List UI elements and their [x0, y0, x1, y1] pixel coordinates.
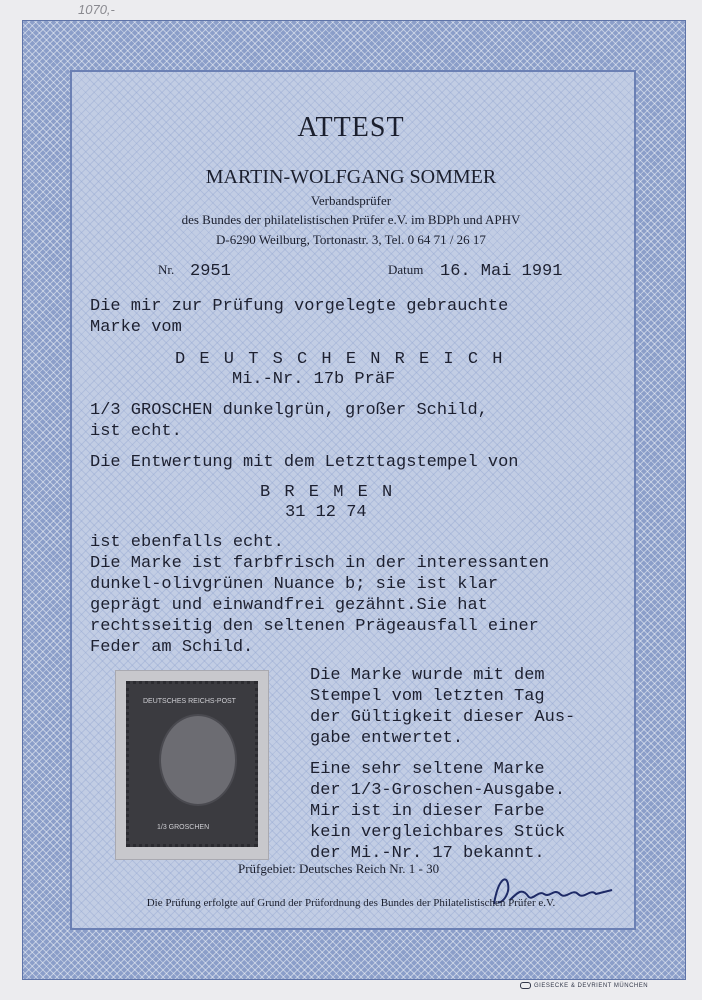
city-line: B R E M E N [260, 483, 395, 502]
text-line: rechtsseitig den seltenen Prägeausfall einer [90, 617, 539, 636]
examination-scope: Prüfgebiet: Deutsches Reich Nr. 1 - 30 [238, 861, 440, 876]
number-label: Nr. [158, 262, 175, 277]
text-line: kein vergleichbares Stück [310, 823, 566, 842]
text-line: der Gültigkeit dieser Aus- [310, 708, 576, 727]
catalog-number: Mi.-Nr. 17b PräF [232, 370, 396, 389]
examiner-role: Verbandsprüfer [310, 193, 392, 208]
text-line: Eine sehr seltene Marke [310, 760, 545, 779]
footer-text: Die Prüfung erfolgte auf Grund der Prüfordnung des Bundes der Philatelistischen Prüfer e.V. [146, 897, 556, 909]
text-line: Mir ist in dieser Farbe [310, 802, 545, 821]
text-line: Marke vom [90, 318, 182, 337]
stamp-eagle-shield [159, 714, 237, 806]
text-line: Die Marke ist farbfrisch in der interessanten [90, 554, 550, 573]
printer-logo-icon [520, 982, 531, 989]
stamp-image [126, 681, 258, 847]
text-line: der Mi.-Nr. 17 bekannt. [310, 844, 545, 863]
examiner-association: des Bundes der philatelistischen Prüfer e.V. im BDPh und APHV [181, 212, 521, 227]
stamp-photo [115, 670, 269, 860]
text-line: Stempel vom letzten Tag [310, 687, 545, 706]
certificate-date: 16. Mai 1991 [440, 262, 563, 281]
stamp-bottom-text: 1/3 GROSCHEN [157, 824, 210, 831]
text-line: 1/3 GROSCHEN dunkelgrün, großer Schild, [90, 401, 488, 420]
text-line: ist ebenfalls echt. [90, 533, 284, 552]
stamp-top-text: DEUTSCHES REICHS-POST [143, 698, 236, 705]
text-line: der 1/3-Groschen-Ausgabe. [310, 781, 566, 800]
printer-name: GIESECKE & DEVRIENT MÜNCHEN [534, 983, 649, 990]
text-line: dunkel-olivgrünen Nuance b; sie ist klar [90, 575, 499, 594]
printer-imprint [520, 982, 648, 989]
examiner-name: MARTIN-WOLFGANG SOMMER [205, 166, 497, 188]
text-line: geprägt und einwandfrei gezähnt.Sie hat [90, 596, 488, 615]
text-line: ist echt. [90, 422, 182, 441]
text-line: Die mir zur Prüfung vorgelegte gebrauchte [90, 297, 509, 316]
date-label: Datum [388, 262, 424, 277]
country-line: D E U T S C H E N R E I C H [175, 350, 505, 369]
pencil-price-note: 1070,- [78, 2, 115, 17]
certificate-title: ATTEST [297, 112, 405, 143]
postmark-date: 31 12 74 [285, 503, 367, 522]
text-line: gabe entwertet. [310, 729, 464, 748]
examiner-address: D-6290 Weilburg, Tortonastr. 3, Tel. 0 64 71 / 26 17 [216, 232, 486, 247]
text-line: Die Entwertung mit dem Letzttagstempel von [90, 453, 519, 472]
text-line: Die Marke wurde mit dem [310, 666, 545, 685]
certificate-number: 2951 [190, 262, 231, 281]
text-line: Feder am Schild. [90, 638, 254, 657]
